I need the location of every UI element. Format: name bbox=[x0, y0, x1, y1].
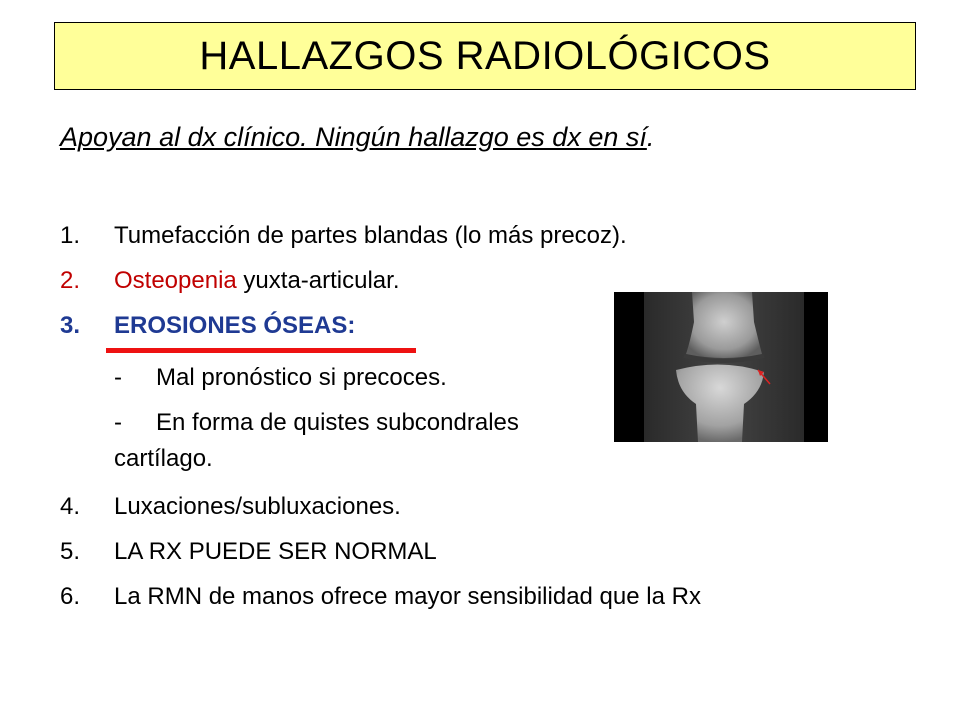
sub-item-text: Mal pronóstico si precoces. bbox=[156, 364, 447, 391]
red-underline-bar bbox=[106, 348, 416, 353]
item-text: LA RX PUEDE SER NORMAL bbox=[114, 538, 437, 565]
item-text: Luxaciones/subluxaciones. bbox=[114, 493, 401, 520]
item-number: 1. bbox=[60, 222, 81, 249]
sub-item-dash: - bbox=[114, 409, 122, 436]
item-highlight: Osteopenia bbox=[114, 267, 237, 294]
item-number: 5. bbox=[60, 538, 81, 565]
item-text: La RMN de manos ofrece mayor sensibilidad que la Rx bbox=[114, 583, 701, 610]
xray-image bbox=[614, 292, 828, 442]
item-number: 6. bbox=[60, 583, 81, 610]
item-text: EROSIONES ÓSEAS: bbox=[114, 312, 356, 339]
subtitle-underlined: Apoyan al dx clínico. Ningún hallazgo es dx en sí bbox=[60, 122, 647, 152]
item-text: Tumefacción de partes blandas (lo más precoz). bbox=[114, 222, 627, 249]
subtitle-period: . bbox=[646, 122, 655, 152]
title-box bbox=[54, 22, 916, 90]
slide-subtitle bbox=[60, 122, 654, 153]
item-text: yuxta-articular. bbox=[236, 267, 400, 294]
item-number: 2. bbox=[60, 267, 81, 294]
sub-item-dash: - bbox=[114, 364, 122, 391]
item-number: 3. bbox=[60, 312, 81, 339]
item-number: 4. bbox=[60, 493, 81, 520]
sub-item-text: En forma de quistes subcondrales bbox=[156, 409, 519, 436]
slide-title: HALLAZGOS RADIOLÓGICOS bbox=[199, 33, 771, 78]
sub-item-text-continued: cartílago. bbox=[114, 445, 213, 472]
